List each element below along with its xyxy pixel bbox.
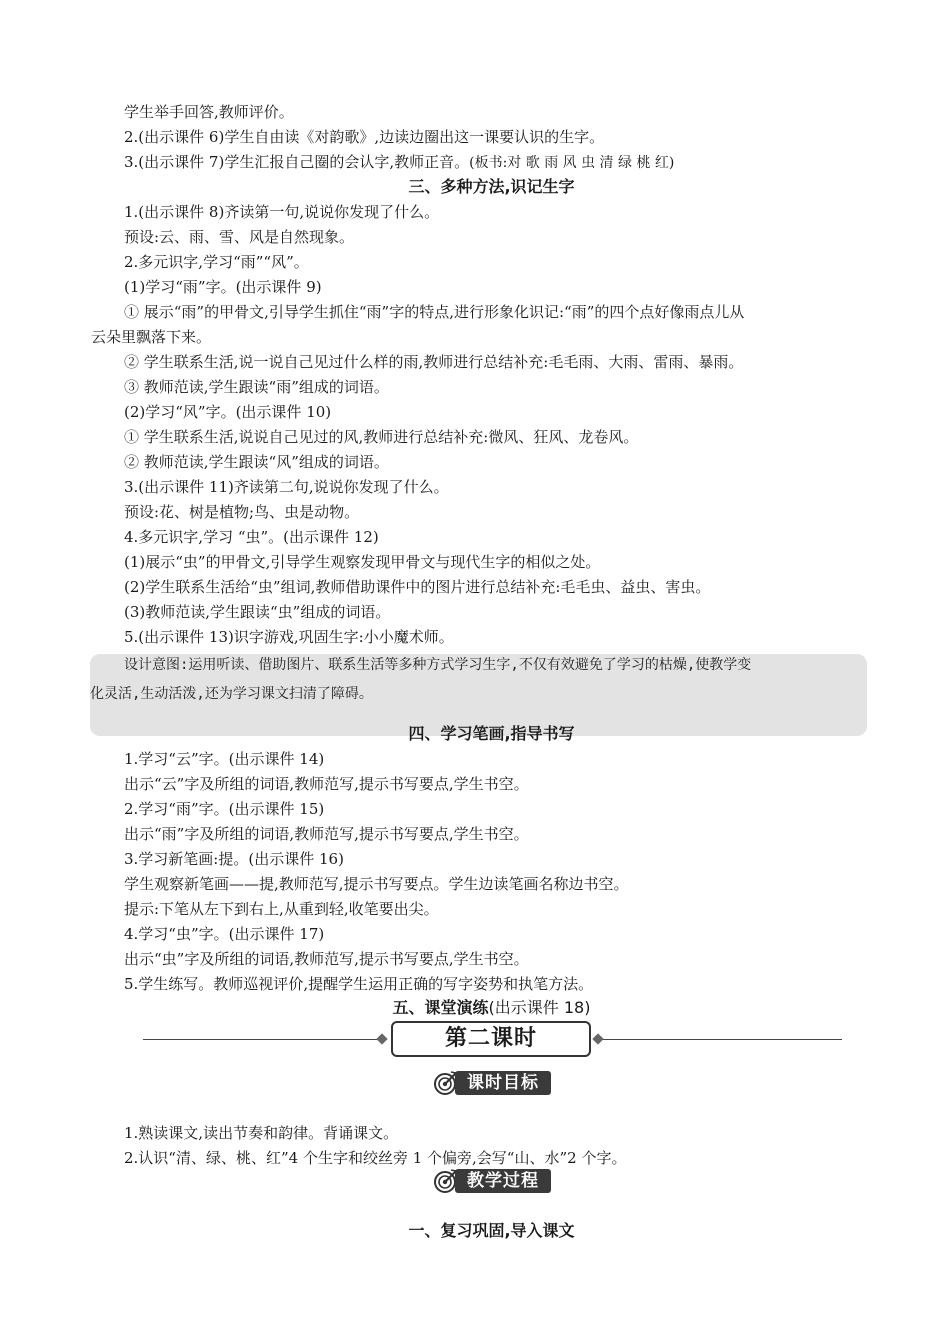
section-heading-5-note: (出示课件 18) bbox=[488, 998, 591, 1017]
section-heading-3: 三、多种方法,识记生字 bbox=[408, 177, 575, 196]
text-line: 学生举手回答,教师评价。 bbox=[124, 103, 294, 121]
section-heading-5 bbox=[0, 998, 950, 1018]
text-line: 出示“虫”字及所组的词语,教师范写,提示书写要点,学生书空。 bbox=[124, 950, 529, 968]
text-line: (1)展示“虫”的甲骨文,引导学生观察发现甲骨文与现代生字的相似之处。 bbox=[124, 553, 601, 571]
text-line: ② 学生联系生活,说一说自己见过什么样的雨,教师进行总结补充:毛毛雨、大雨、雷雨、暴雨。 bbox=[124, 353, 744, 371]
text-line bbox=[124, 152, 674, 173]
design-note-line: 化灵活,生动活泼,还为学习课文扫清了障碍。 bbox=[90, 686, 373, 702]
text-segment: 3.(出示课件 7)学生汇报自己圈的会认字,教师正音。 bbox=[124, 153, 470, 171]
text-line: ① 展示“雨”的甲骨文,引导学生抓住“雨”字的特点,进行形象化识记:“雨”的四个点好像雨点儿从 bbox=[124, 303, 745, 321]
text-line: 云朵里飘落下来。 bbox=[91, 328, 212, 346]
text-line: 1.(出示课件 8)齐读第一句,说说你发现了什么。 bbox=[124, 203, 440, 221]
text-line: 学生观察新笔画——提,教师范写,提示书写要点。学生边读笔画名称边书空。 bbox=[124, 875, 629, 893]
process-tag bbox=[433, 1168, 551, 1194]
text-line: 预设:云、雨、雪、风是自然现象。 bbox=[124, 228, 355, 246]
goals-tag bbox=[433, 1070, 551, 1096]
text-line: 4.多元识字,学习 “虫”。(出示课件 12) bbox=[124, 528, 379, 546]
text-line: 3.(出示课件 11)齐读第二句,说说你发现了什么。 bbox=[124, 478, 449, 496]
text-line: 5.(出示课件 13)识字游戏,巩固生字:小小魔术师。 bbox=[124, 628, 454, 646]
text-line: ③ 教师范读,学生跟读“雨”组成的词语。 bbox=[124, 378, 389, 396]
process-tag-label: 教学过程 bbox=[455, 1169, 551, 1193]
text-line: ① 学生联系生活,说说自己见过的风,教师进行总结补充:微风、狂风、龙卷风。 bbox=[124, 428, 639, 446]
text-line: 4.学习“虫”字。(出示课件 17) bbox=[124, 925, 325, 943]
section-heading-review: 一、复习巩固,导入课文 bbox=[408, 1221, 575, 1240]
divider-dot-left bbox=[376, 1033, 387, 1044]
text-line: 2.(出示课件 6)学生自由读《对韵歌》,边读边圈出这一课要认识的生字。 bbox=[124, 128, 605, 146]
text-line: 1.学习“云”字。(出示课件 14) bbox=[124, 750, 325, 768]
section-heading-5-title: 五、课堂演练 bbox=[392, 998, 489, 1017]
text-line: 提示:下笔从左下到右上,从重到轻,收笔要出尖。 bbox=[124, 900, 439, 918]
divider-left bbox=[143, 1039, 383, 1040]
text-line: ② 教师范读,学生跟读“风”组成的词语。 bbox=[124, 453, 389, 471]
lesson-title: 第二课时 bbox=[391, 1021, 591, 1057]
text-line: (2)学习“风”字。(出示课件 10) bbox=[124, 403, 332, 421]
text-line: 出示“雨”字及所组的词语,教师范写,提示书写要点,学生书空。 bbox=[124, 825, 529, 843]
text-line: 预设:花、树是植物;鸟、虫是动物。 bbox=[124, 503, 360, 521]
text-line: 5.学生练写。教师巡视评价,提醒学生运用正确的写字姿势和执笔方法。 bbox=[124, 975, 594, 993]
text-line: 3.学习新笔画:提。(出示课件 16) bbox=[124, 850, 344, 868]
text-line: (2)学生联系生活给“虫”组词,教师借助课件中的图片进行总结补充:毛毛虫、益虫、害虫。 bbox=[124, 578, 711, 596]
text-line: 1.熟读课文,读出节奏和韵律。背诵课文。 bbox=[124, 1124, 399, 1142]
design-note-line: 设计意图:运用听读、借助图片、联系生活等多种方式学习生字,不仅有效避免了学习的枯燥,使教学变 bbox=[124, 657, 752, 673]
section-heading-4: 四、学习笔画,指导书写 bbox=[408, 724, 575, 743]
divider-dot-right bbox=[592, 1033, 603, 1044]
text-line: (3)教师范读,学生跟读“虫”组成的词语。 bbox=[124, 603, 391, 621]
text-line: 2.认识“清、绿、桃、红”4 个生字和绞丝旁 1 个偏旁,会写“山、水”2 个字。 bbox=[124, 1149, 627, 1167]
design-note bbox=[90, 651, 864, 709]
goals-tag-label: 课时目标 bbox=[455, 1071, 551, 1095]
text-line: 2.学习“雨”字。(出示课件 15) bbox=[124, 800, 325, 818]
text-line: 2.多元识字,学习“雨”“风”。 bbox=[124, 253, 309, 271]
divider-right bbox=[599, 1039, 842, 1040]
text-line: (1)学习“雨”字。(出示课件 9) bbox=[124, 278, 322, 296]
board-writing: (板书:对 歌 雨 风 虫 清 绿 桃 红) bbox=[469, 155, 675, 171]
text-line: 出示“云”字及所组的词语,教师范写,提示书写要点,学生书空。 bbox=[124, 775, 529, 793]
